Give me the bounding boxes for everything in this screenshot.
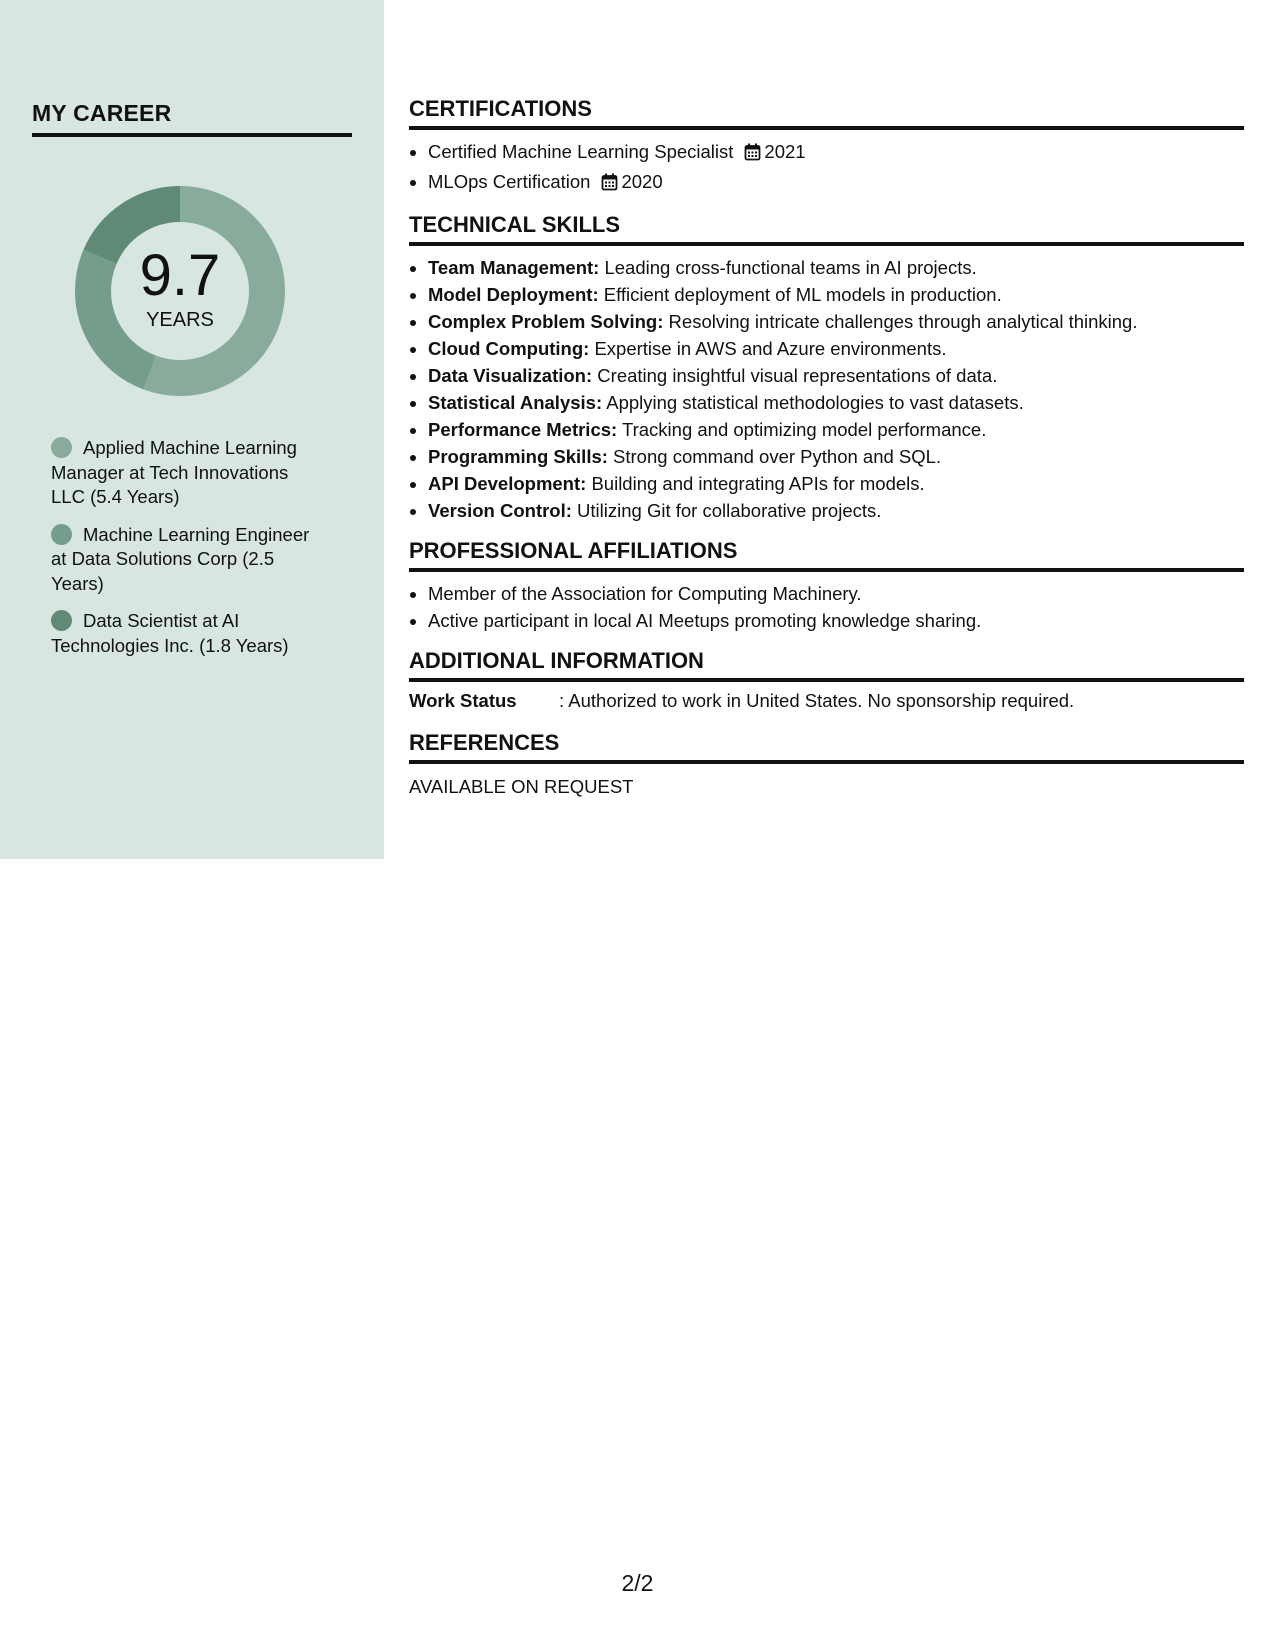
skill-item — [428, 335, 1244, 362]
career-item-text: Machine Learning Engineer at Data Solutions Corp (2.5 Years) — [51, 523, 310, 594]
my-career-heading: MY CAREER — [32, 96, 352, 137]
additional-information-heading: ADDITIONAL INFORMATION — [409, 646, 1244, 682]
career-list — [51, 436, 321, 671]
skill-item — [428, 389, 1244, 416]
certification-year: 2021 — [764, 141, 806, 162]
work-status-label: Work Status — [409, 690, 517, 711]
skill-label: Model Deployment: — [428, 284, 599, 305]
affiliation-item: • Active participant in local AI Meetups promoting knowledge sharing. — [428, 607, 1244, 634]
skill-label: Complex Problem Solving: — [428, 311, 664, 332]
career-years-donut — [66, 177, 294, 405]
skill-description: Efficient deployment of ML models in production. — [598, 284, 1002, 305]
certification-item — [428, 168, 1244, 198]
skill-item — [428, 254, 1244, 281]
certification-name: MLOps Certification — [428, 171, 591, 192]
skill-label: Statistical Analysis: — [428, 392, 603, 413]
work-status-value: : Authorized to work in United States. No sponsorship required. — [559, 690, 1075, 711]
affiliations-list — [409, 580, 1244, 634]
skill-label: API Development: — [428, 473, 587, 494]
skill-label: Data Visualization: — [428, 365, 593, 386]
career-legend-dot — [51, 610, 72, 631]
certifications-heading: CERTIFICATIONS — [409, 94, 1244, 130]
skill-label: Version Control: — [428, 500, 572, 521]
donut-unit-label: YEARS — [146, 309, 214, 331]
certification-name: Certified Machine Learning Specialist — [428, 141, 734, 162]
skill-description: Utilizing Git for collaborative projects. — [571, 500, 882, 521]
skill-item — [428, 443, 1244, 470]
skill-description: Expertise in AWS and Azure environments. — [589, 338, 947, 359]
work-status-row — [409, 687, 1244, 714]
certification-year: 2020 — [621, 171, 663, 192]
skill-item — [428, 281, 1244, 308]
certification-item — [428, 138, 1244, 168]
calendar-icon — [601, 171, 618, 198]
skill-label: Performance Metrics: — [428, 419, 618, 440]
professional-affiliations-heading: PROFESSIONAL AFFILIATIONS — [409, 536, 1244, 572]
donut-total-value: 9.7 — [139, 243, 221, 308]
references-text: AVAILABLE ON REQUEST — [409, 776, 634, 797]
technical-skills-heading: TECHNICAL SKILLS — [409, 210, 1244, 246]
skill-description: Resolving intricate challenges through analytical thinking. — [663, 311, 1138, 332]
certifications-list — [409, 138, 1244, 198]
calendar-icon — [744, 141, 761, 168]
affiliation-item: • Member of the Association for Computing Machinery. — [428, 580, 1244, 607]
skill-label: Programming Skills: — [428, 446, 608, 467]
skill-item — [428, 362, 1244, 389]
career-legend-dot — [51, 437, 72, 458]
skill-item — [428, 497, 1244, 524]
technical-skills-list — [409, 254, 1244, 524]
skill-description: Building and integrating APIs for models. — [586, 473, 925, 494]
career-legend-dot — [51, 524, 72, 545]
main-content — [409, 94, 1244, 800]
skill-description: Creating insightful visual representations of data. — [592, 365, 998, 386]
sidebar — [0, 0, 384, 859]
career-item — [51, 436, 321, 510]
references-heading: REFERENCES — [409, 728, 1244, 764]
skill-description: Applying statistical methodologies to vast datasets. — [602, 392, 1024, 413]
career-item-text: Applied Machine Learning Manager at Tech Innovations LLC (5.4 Years) — [51, 437, 297, 507]
skill-description: Tracking and optimizing model performance. — [617, 419, 987, 440]
career-item — [51, 523, 321, 597]
career-item — [51, 609, 321, 658]
skill-item — [428, 308, 1244, 335]
skill-item — [428, 416, 1244, 443]
career-item-text: Data Scientist at AI Technologies Inc. (1.8 Years) — [51, 610, 289, 656]
skill-label: Team Management: — [428, 257, 600, 278]
skill-label: Cloud Computing: — [428, 338, 590, 359]
skill-description: Strong command over Python and SQL. — [607, 446, 942, 467]
skill-description: Leading cross-functional teams in AI projects. — [599, 257, 977, 278]
skill-item — [428, 470, 1244, 497]
page-number: 2/2 — [621, 1570, 654, 1596]
